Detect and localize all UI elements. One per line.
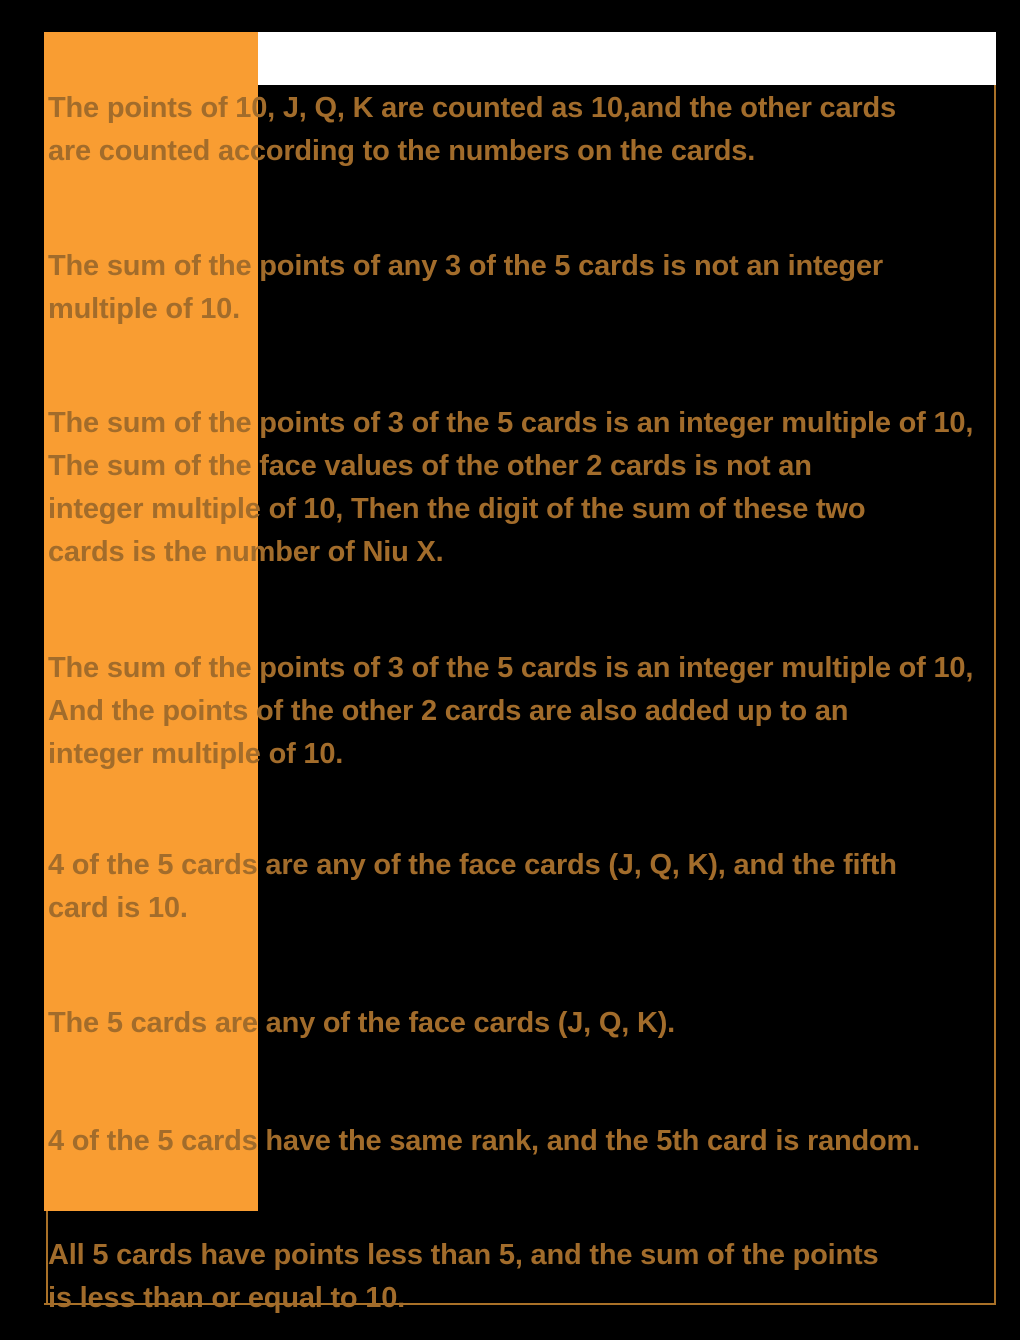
rule-row-five-face-cards bbox=[48, 1002, 996, 1045]
rule-line: multiple of 10. bbox=[48, 293, 240, 325]
rule-line: The 5 cards are any of the face cards (J, Q, K). bbox=[48, 1007, 676, 1039]
rule-line: The points of 10, J, Q, K are counted as 10,and the other cards bbox=[48, 92, 896, 124]
rule-row-four-of-a-kind bbox=[48, 1120, 996, 1163]
rule-line: 4 of the 5 cards are any of the face cards (J, Q, K), and the fifth bbox=[48, 849, 897, 881]
rule-row-niu-x bbox=[48, 402, 996, 574]
rule-line: The sum of the points of 3 of the 5 cards is an integer multiple of 10, bbox=[48, 652, 974, 684]
rule-row-bull-bull bbox=[48, 647, 996, 776]
rule-line: The sum of the points of any 3 of the 5 cards is not an integer bbox=[48, 250, 883, 282]
rule-line: is less than or equal to 10. bbox=[48, 1282, 406, 1314]
rule-row-no-bull bbox=[48, 245, 996, 331]
rule-line: cards is the number of Niu X. bbox=[48, 536, 444, 568]
rule-line: are counted according to the numbers on the cards. bbox=[48, 135, 756, 167]
rule-line: 4 of the 5 cards have the same rank, and the 5th card is random. bbox=[48, 1125, 920, 1157]
rule-line: The sum of the face values of the other 2 cards is not an bbox=[48, 450, 812, 482]
rule-line: card is 10. bbox=[48, 892, 188, 924]
header-strip bbox=[258, 32, 996, 85]
rule-line: integer multiple of 10, Then the digit of the sum of these two bbox=[48, 493, 866, 525]
rule-line: The sum of the points of 3 of the 5 cards is an integer multiple of 10, bbox=[48, 407, 974, 439]
rule-row-five-small bbox=[48, 1234, 996, 1320]
rule-row-points-counting bbox=[48, 87, 996, 173]
rule-line: integer multiple of 10. bbox=[48, 738, 344, 770]
rule-line: All 5 cards have points less than 5, and the sum of the points bbox=[48, 1239, 879, 1271]
rule-row-four-face-plus-ten bbox=[48, 844, 996, 930]
rule-line: And the points of the other 2 cards are also added up to an bbox=[48, 695, 849, 727]
